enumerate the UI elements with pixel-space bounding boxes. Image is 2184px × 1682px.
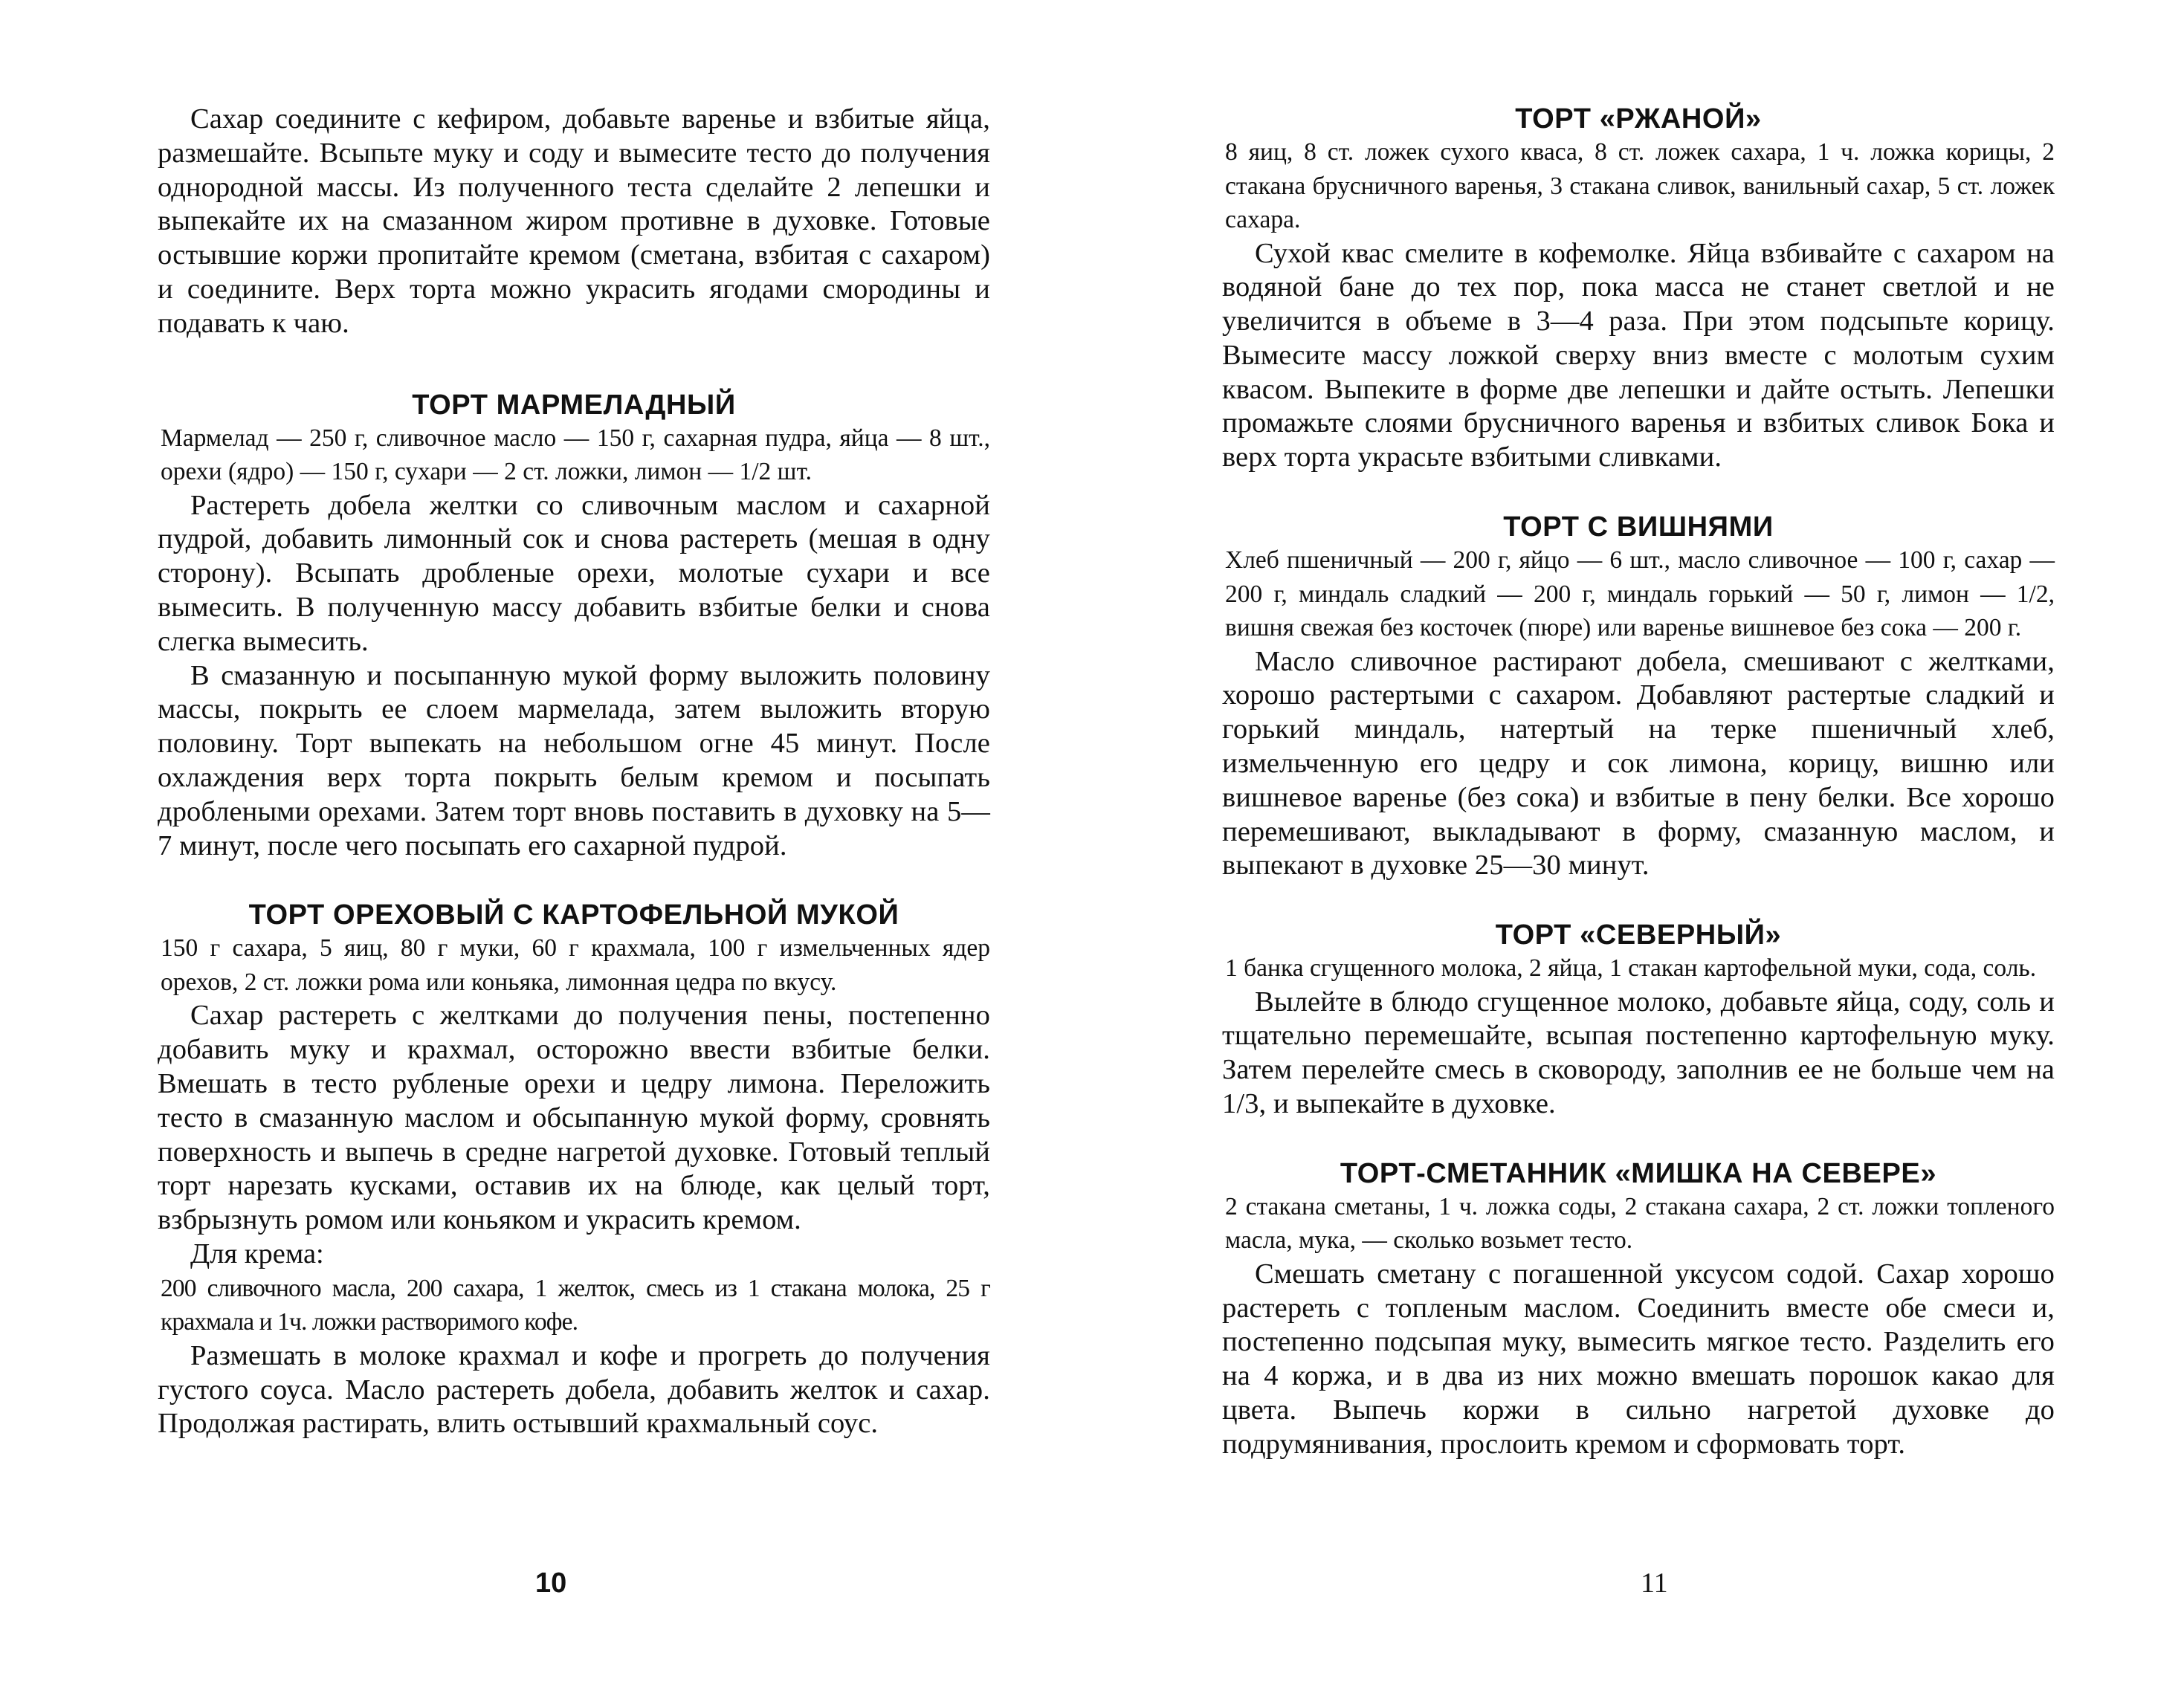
ingredients-cherry: Хлеб пшеничный — 200 г, яйцо — 6 шт., масло сливочное — 100 г, сахар — 200 г, миндаль сладкий — 200 г, миндаль горький — 50 г, лимон — 1/2, вишня свежая без косточек (пюре) или варенье вишневое без сока — 200 г. [1225,546,2055,642]
page-number-right: 11 [1641,1568,1668,1599]
steps-nut-potato: Сахар растереть с желтками до получения пены, постепенно добавить муку и крахмал, осторожно ввести взбитые белки. Вмешать в тесто рубленые орехи и цедру лимона. Переложить тесто в смазанную маслом и обсыпанную мукой форму, сровнять поверхность и выпечь в средне нагретой духовке. Готовый теплый торт нарезать кусками, оставив их на блюде, как целый торт, взбрызнуть ромом или коньяком и украсить кремом. [158,1000,990,1236]
recipe-title-rye: ТОРТ «РЖАНОЙ» [1515,103,1762,135]
steps-rye: Сухой квас смелите в кофемолке. Яйца взбивайте с сахаром на водяной бане до тех пор, пока масса не станет светлой и не увеличится в объеме в 3—4 раза. При этом подсыпьте корицу. Вымесите массу ложкой сверху вниз вместе с молотым сухим квасом. Выпеките в форме две лепешки и дайте остыть. Лепешки промажьте слоями брусничного варенья и взбитых сливок Бока и верх торта украсьте взбитыми сливками. [1222,237,2055,473]
ingredients-north: 1 банка сгущенного молока, 2 яйца, 1 стакан картофельной муки, сода, соль. [1225,954,2037,983]
steps-cherry: Масло сливочное растирают добела, смешивают с желтками, хорошо растертыми с сахаром. Добавляют растертые сладкий и горький миндаль, натертый на терке пшеничный хлеб, измельченную его цедру и сок лимона, корицу, вишню или вишневое варенье (без сока) и взбитые в пену белки. Все хорошо перемешивают, выкладывают в форму, смазанную маслом, и выпекают в духовке 25—30 минут. [1222,645,2055,882]
recipe-title-north: ТОРТ «СЕВЕРНЫЙ» [1495,919,1782,951]
ingredients-nut-potato: 150 г сахара, 5 яиц, 80 г муки, 60 г крахмала, 100 г измельченных ядер орехов, 2 ст. ложки рома или коньяка, лимонная цедра по вкусу. [161,934,990,996]
cream-ingredients: 200 сливочного масла, 200 сахара, 1 желток, смесь из 1 стакана молока, 25 г крахмала и 1ч. ложки растворимого кофе. [161,1274,990,1336]
right-page-column [1222,103,2055,1462]
page-number-left: 10 [535,1568,567,1599]
recipe-title-marmalade: ТОРТ МАРМЕЛАДНЫЙ [412,389,736,421]
ingredients-bear: 2 стакана сметаны, 1 ч. ложка соды, 2 стакана сахара, 2 ст. ложки топленого масла, мука, — сколько возьмет тесто. [1225,1192,2055,1255]
steps-bear: Смешать сметану с погашенной уксусом содой. Сахар хорошо растереть с топленым маслом. Соединить вместе обе смеси и, постепенно подсыпая муку, вымесить мягкое тесто. Разделить его на 4 коржа, и в два из них можно вмешать порошок какао для цвета. Выпечь коржи в сильно нагретой духовке до подрумянивания, прослоить кремом и сформовать торт. [1222,1258,2055,1460]
left-page-column [158,103,990,1441]
recipe-title-nut-potato: ТОРТ ОРЕХОВЫЙ С КАРТОФЕЛЬНОЙ МУКОЙ [248,899,899,931]
right-page [1092,0,2184,1682]
intro-paragraph: Сахар соедините с кефиром, добавьте варенье и взбитые яйца, размешайте. Всыпьте муку и соду и вымесите тесто до получения однородной массы. Из полученного теста сделайте 2 лепешки и выпекайте их на смазанном жиром противне в духовке. Готовые остывшие коржи пропитайте кремом (сметана, взбитая с сахаром) и соедините. Верх торта можно украсить ягодами смородины и подавать к чаю. [158,103,990,339]
cream-label: Для крема: [190,1238,324,1269]
steps-marmalade-1: Растереть добела желтки со сливочным маслом и сахарной пудрой, добавить лимонный сок и снова растереть (мешая в одну сторону). Всыпать дробленые орехи, молотые сухари и все вымесить. В полученную массу добавить взбитые белки и снова слегка вымесить. [158,489,990,657]
ingredients-rye: 8 яиц, 8 ст. ложек сухого кваса, 8 ст. ложек сахара, 1 ч. ложка корицы, 2 стакана брусничного варенья, 3 стакана сливок, ванильный сахар, 5 ст. ложек сахара. [1225,138,2055,233]
steps-north: Вылейте в блюдо сгущенное молоко, добавьте яйца, соду, соль и тщательно перемешайте, всыпая постепенно картофельную муку. Затем перелейте смесь в сковороду, заполнив ее не больше чем на 1/3, и выпекайте в духовке. [1222,986,2055,1120]
steps-marmalade-2: В смазанную и посыпанную мукой форму выложить половину массы, покрыть ее слоем мармелада, затем выложить вторую половину. Торт выпекать на небольшом огне 45 минут. После охлаждения верх торта покрыть белым кремом и посыпать дроблеными орехами. Затем торт вновь поставить в духовку на 5—7 минут, после чего посыпать его сахарной пудрой. [158,659,990,861]
cream-steps: Размешать в молоке крахмал и кофе и прогреть до получения густого соуса. Масло растереть добела, добавить желток и сахар. Продолжая растирать, влить остывший крахмальный соус. [158,1339,990,1440]
recipe-title-cherry: ТОРТ С ВИШНЯМИ [1503,511,1774,543]
ingredients-marmalade: Мармелад — 250 г, сливочное масло — 150 г, сахарная пудра, яйца — 8 шт., орехи (ядро) — 150 г, сухари — 2 ст. ложки, лимон — 1/2 шт. [161,424,990,486]
recipe-title-bear: ТОРТ-СМЕТАННИК «МИШКА НА СЕВЕРЕ» [1340,1157,1937,1189]
